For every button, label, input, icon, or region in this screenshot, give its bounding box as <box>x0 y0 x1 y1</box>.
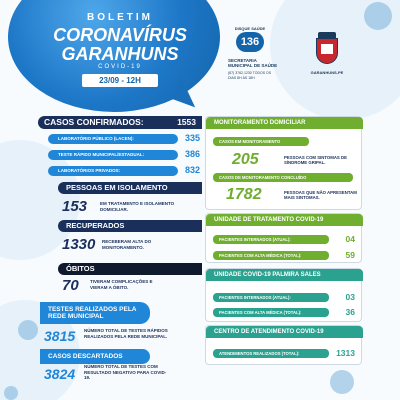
unidade-tratamento-title: UNIDADE DE TRATAMENTO COVID-19 <box>206 214 363 226</box>
secretaria-label: SECRETARIA MUNICIPAL DE SAÚDE <box>228 58 278 68</box>
unidade-tratamento-alta-value: 59 <box>345 250 355 260</box>
palmira-sales-alta-label: PACIENTES COM ALTA MÉDICA (TOTAL): <box>213 308 329 317</box>
casos-confirmados-bar <box>38 116 202 129</box>
descartados-desc: NÚMERO TOTAL DE TESTES COM RESULTADO NEGATIVO PARA COVID-19. <box>84 364 167 380</box>
confirmados-row-label: LABORATÓRIOS PRIVADOS: <box>48 166 178 176</box>
palmira-sales-title: UNIDADE COVID-19 PALMIRA SALES <box>206 269 363 281</box>
monitoramento-title: MONITORAMENTO DOMICILIAR <box>206 117 363 129</box>
monitoramento-concluido-desc: PESSOAS QUE NÃO APRESENTAM MAIS SINTOMAS. <box>284 190 357 201</box>
header-subtitle: COVID-19 <box>98 64 142 70</box>
virus-icon <box>364 2 392 30</box>
unidade-tratamento-internados-value: 04 <box>345 234 355 244</box>
virus-icon <box>18 320 38 340</box>
testes-desc: NÚMERO TOTAL DE TESTES RÁPIDOS REALIZADOS PELA REDE MUNICIPAL. <box>84 328 168 339</box>
confirmados-row-value: 832 <box>184 165 200 175</box>
obitos-value: 70 <box>62 277 79 294</box>
centro-atendimento-value: 1313 <box>336 348 355 358</box>
confirmados-row-teste-rapido <box>48 150 200 160</box>
testes-value: 3815 <box>44 328 76 344</box>
centro-atendimento-label: ATENDIMENTOS REALIZADOS (TOTAL): <box>213 349 329 358</box>
disque-label: DISQUE SAÚDE <box>234 26 266 31</box>
isolamento-desc: EM TRATAMENTO E ISOLAMENTO DOMICILIAR. <box>100 201 175 212</box>
confirmados-row-label: LABORATÓRIO PÚBLICO (LACEN): <box>48 134 178 144</box>
monitoramento-concluido-value: 1782 <box>226 186 262 203</box>
monitoramento-card <box>205 116 362 210</box>
header-boletim: BOLETIM <box>87 12 153 23</box>
crest-stripe <box>321 44 333 54</box>
virus-icon <box>330 370 354 394</box>
disque-saude <box>228 26 272 53</box>
header-date: 23/09 - 12H <box>82 74 158 87</box>
descartados-bar: CASOS DESCARTADOS <box>40 349 150 364</box>
recuperados-bar: RECUPERADOS <box>58 220 202 232</box>
city-crest-icon <box>312 32 342 66</box>
palmira-sales-card <box>205 268 362 322</box>
phone-info: (87) 3762.1230 TODOS OS DIAS 8H ÀS 18H <box>228 71 272 80</box>
obitos-bar: ÓBITOS <box>58 263 202 275</box>
casos-confirmados-label: CASOS CONFIRMADOS: <box>44 117 144 127</box>
centro-atendimento-title: CENTRO DE ATENDIMENTO COVID-19 <box>206 326 363 338</box>
isolamento-bar: PESSOAS EM ISOLAMENTO <box>58 182 202 194</box>
obitos-desc: TIVERAM COMPLICAÇÕES E VIERAM A ÓBITO. <box>90 279 153 290</box>
confirmados-row-value: 335 <box>184 133 200 143</box>
testes-bar: TESTES REALIZADOS PELA REDE MUNICIPAL <box>40 302 150 324</box>
palmira-sales-internados-label: PACIENTES INTERNADOS (ATUAL): <box>213 293 329 302</box>
centro-atendimento-card <box>205 325 362 365</box>
descartados-value: 3824 <box>44 366 76 382</box>
monitoramento-em-value: 205 <box>232 151 259 168</box>
unidade-tratamento-alta-label: PACIENTES COM ALTA MÉDICA (TOTAL): <box>213 251 329 260</box>
isolamento-value: 153 <box>62 198 88 215</box>
casos-confirmados-value: 1553 <box>177 117 196 127</box>
monitoramento-concluido-label: CASOS DE MONITORAMENTO CONCLUÍDO <box>213 173 353 182</box>
confirmados-row-value: 386 <box>184 149 200 159</box>
palmira-sales-alta-value: 36 <box>345 307 355 317</box>
virus-icon <box>4 386 18 400</box>
header-title-line2: GARANHUNS <box>61 44 179 64</box>
recuperados-desc: RECEBERAM ALTA DO MONITORAMENTO. <box>102 239 152 250</box>
monitoramento-em-desc: PESSOAS COM SINTOMAS DE SÍNDROME GRIPAL. <box>284 155 347 166</box>
recuperados-value: 1330 <box>62 236 96 253</box>
monitoramento-em-label: CASOS EM MONITORAMENTO <box>213 137 309 146</box>
unidade-tratamento-internados-label: PACIENTES INTERNADOS (ATUAL): <box>213 235 329 244</box>
header-title-line1: CORONAVÍRUS <box>53 25 187 45</box>
palmira-sales-internados-value: 03 <box>345 292 355 302</box>
crest-label: GARANHUNS-PE <box>310 70 344 75</box>
confirmados-row-label: TESTE RÁPIDO MUNICIPAL/ESTADUAL: <box>48 150 178 160</box>
disque-number: 136 <box>236 32 264 52</box>
confirmados-row-privados <box>48 166 200 176</box>
unidade-tratamento-card <box>205 213 362 263</box>
confirmados-row-lacen <box>48 134 200 144</box>
